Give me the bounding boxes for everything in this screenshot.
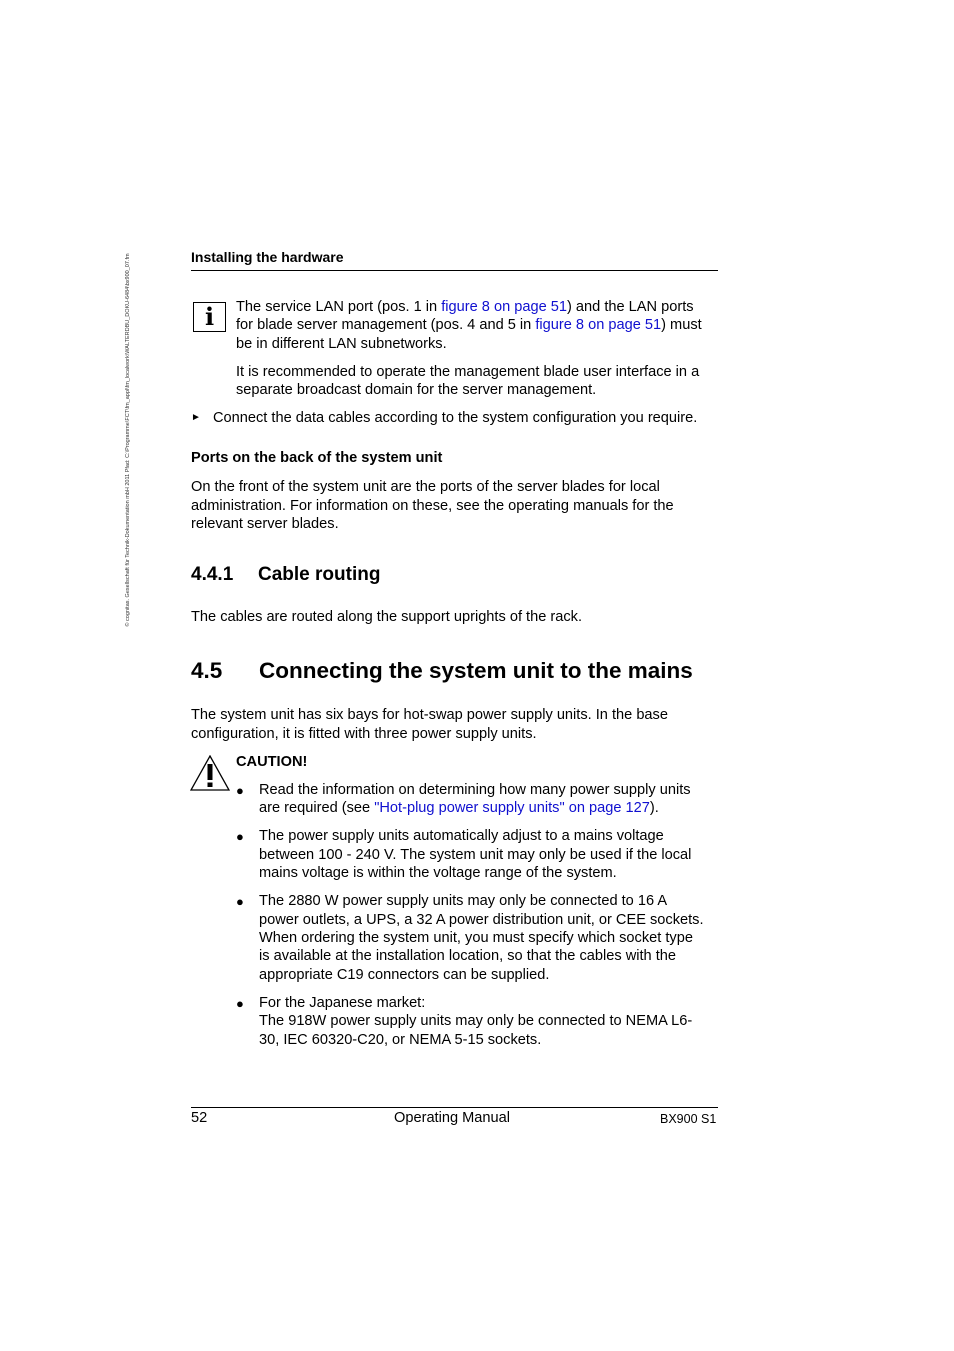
section-number: 4.4.1 [191,564,234,585]
psu-page-link[interactable]: "Hot-plug power supply units" on page 127 [374,800,650,816]
warning-icon [190,755,230,791]
action-step-text: Connect the data cables according to the system configuration you require. [213,410,698,426]
caution-item-line: Read the information on determining how many power supply units [259,782,691,798]
page-number: 52 [191,1110,208,1126]
caution-item-line: between 100 - 240 V. The system unit may only be used if the local [259,847,692,863]
caution-item-line: The 918W power supply units may only be connected to NEMA L6- [259,1013,693,1029]
caution-item-line: appropriate C19 connectors can be supplied. [259,967,550,983]
section-45-heading [191,658,693,684]
section-title: Cable routing [258,564,381,585]
caution-item-line: When ordering the system unit, you must specify which socket type [259,930,693,946]
section-number: 4.5 [191,658,223,683]
bullet-icon: ● [236,996,244,1011]
running-header: Installing the hardware [191,249,344,265]
action-arrow-icon: ► [191,412,201,423]
section-441-heading [191,564,380,586]
section-441-text: The cables are routed along the support uprights of the rack. [191,609,583,625]
bullet-icon: ● [236,783,244,798]
caution-item-line: are required (see "Hot-plug power supply units" on page 127). [259,800,659,816]
ports-heading: Ports on the back of the system unit [191,450,443,466]
figure-link[interactable]: figure 8 on page 51 [441,299,567,315]
bullet-icon: ● [236,894,244,909]
footer-rule [191,1107,718,1108]
info-note-line: be in different LAN subnetworks. [236,336,447,352]
side-margin-note: © cognitas. Gesellschaft für Technik-Dokumentation mbH 2011 Pfad: C:\Programme\FCT\fm_appl\fm_localwork\WALTERDBU_DOKU-6484\bx900_07.fm [125,253,131,627]
caution-item-line: 30, IEC 60320-C20, or NEMA 5-15 sockets. [259,1032,542,1048]
info-note-line: for blade server management (pos. 4 and 5 in figure 8 on page 51) must [236,317,702,333]
section-title: Connecting the system unit to the mains [259,658,693,683]
caution-item-line: power outlets, a UPS, a 32 A power distribution unit, or CEE sockets. [259,912,704,928]
bullet-icon: ● [236,829,244,844]
caution-item-line: is available at the installation location, so that the cables with the [259,948,676,964]
caution-item-line: mains voltage is within the voltage range of the system. [259,865,617,881]
ports-text-line: relevant server blades. [191,516,339,532]
info-note-line: separate broadcast domain for the server management. [236,382,597,398]
section-45-text-line: configuration, it is fitted with three power supply units. [191,726,537,742]
header-rule [191,270,718,271]
ports-text-line: administration. For information on these, see the operating manuals for the [191,498,674,514]
figure-link[interactable]: figure 8 on page 51 [535,317,662,333]
footer-product: BX900 S1 [660,1112,717,1126]
info-note-line: It is recommended to operate the management blade user interface in a [236,364,700,380]
caution-item-line: The power supply units automatically adjust to a mains voltage [259,828,664,844]
footer-manual-title: Operating Manual [394,1110,511,1126]
caution-item-line: The 2880 W power supply units may only be connected to 16 A [259,893,668,909]
caution-label: CAUTION! [236,754,308,770]
info-icon: i [193,302,226,332]
ports-text-line: On the front of the system unit are the ports of the server blades for local [191,479,660,495]
info-note-line: The service LAN port (pos. 1 in figure 8 on page 51) and the LAN ports [236,299,694,315]
section-45-text-line: The system unit has six bays for hot-swap power supply units. In the base [191,707,668,723]
caution-item-line: For the Japanese market: [259,995,426,1011]
